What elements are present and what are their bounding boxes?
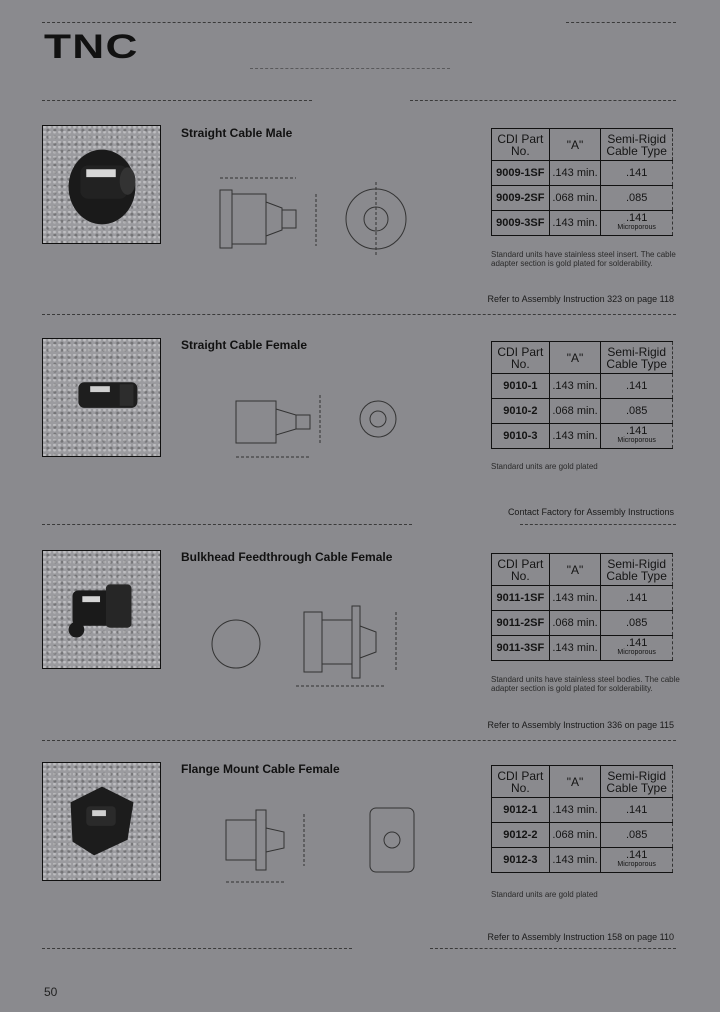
page-number: 50 (44, 985, 58, 999)
header-cable-type: Semi-Rigid Cable Type (601, 129, 673, 161)
header-part-number: CDI Part No. (492, 554, 550, 586)
a-dimension: .143 min. (549, 636, 601, 661)
section-title: Flange Mount Cable Female (181, 762, 340, 776)
cable-size: .085 (625, 617, 648, 629)
cable-size: .141 (625, 804, 648, 816)
section-divider (42, 314, 676, 315)
a-dimension: .068 min. (549, 611, 601, 636)
part-number: 9011-3SF (492, 636, 550, 661)
cable-size: .085 (625, 829, 648, 841)
a-dimension: .143 min. (549, 161, 601, 186)
spec-table (491, 765, 673, 873)
section-note: Standard units have stainless steel insert. The cable adapter section is gold plated for solderability. (491, 250, 676, 268)
part-number: 9010-2 (492, 399, 550, 424)
part-number: 9010-3 (492, 424, 550, 449)
cable-type (601, 823, 673, 848)
table-row (492, 374, 673, 399)
section-note: Standard units have stainless steel bodies. The cable adapter section is gold plated for solderability. (491, 675, 680, 693)
part-number: 9012-1 (492, 798, 550, 823)
header-a-dimension: "A" (549, 766, 601, 798)
section-title: Straight Cable Male (181, 126, 293, 140)
header-a-dimension: "A" (549, 554, 601, 586)
cable-type (601, 798, 673, 823)
table-row (492, 798, 673, 823)
cable-size: .141 (625, 167, 648, 179)
part-number: 9012-2 (492, 823, 550, 848)
dimension-drawing (196, 385, 426, 475)
cable-subtype: Microporous (617, 861, 656, 868)
part-number: 9012-3 (492, 848, 550, 873)
part-number: 9009-2SF (492, 186, 550, 211)
cable-subtype: Microporous (617, 437, 656, 444)
table-row (492, 424, 673, 449)
cable-type (601, 374, 673, 399)
product-photo (42, 338, 161, 457)
part-number: 9009-3SF (492, 211, 550, 236)
cable-type (601, 399, 673, 424)
table-row (492, 161, 673, 186)
table-row (492, 636, 673, 661)
footer-rule-right (430, 948, 676, 949)
header-rule-top (42, 22, 472, 23)
spec-table (491, 553, 673, 661)
product-photo (42, 125, 161, 244)
section-divider (42, 524, 412, 525)
header-cable-type: Semi-Rigid Cable Type (601, 342, 673, 374)
cable-type (601, 586, 673, 611)
section-title: Bulkhead Feedthrough Cable Female (181, 550, 393, 564)
section-note: Standard units are gold plated (491, 890, 598, 899)
table-row (492, 586, 673, 611)
header-part-number: CDI Part No. (492, 129, 550, 161)
cable-size: .141 (625, 637, 648, 649)
table-row (492, 186, 673, 211)
cable-size: .085 (625, 405, 648, 417)
header-a-dimension: "A" (549, 129, 601, 161)
assembly-reference: Refer to Assembly Instruction 336 on page 115 (487, 720, 674, 730)
cable-size: .141 (625, 849, 648, 861)
product-photo (42, 550, 161, 669)
table-row (492, 211, 673, 236)
table-row (492, 611, 673, 636)
a-dimension: .143 min. (549, 848, 601, 873)
cable-type (601, 611, 673, 636)
page-title: TNC (44, 28, 139, 66)
a-dimension: .143 min. (549, 211, 601, 236)
a-dimension: .143 min. (549, 374, 601, 399)
cable-size: .141 (625, 592, 648, 604)
table-row (492, 399, 673, 424)
dimension-drawing (196, 172, 426, 268)
cable-subtype: Microporous (617, 649, 656, 656)
section-title: Straight Cable Female (181, 338, 308, 352)
part-number: 9009-1SF (492, 161, 550, 186)
cable-subtype: Microporous (617, 224, 656, 231)
header-rule-right (410, 100, 676, 101)
header-cable-type: Semi-Rigid Cable Type (601, 766, 673, 798)
table-row (492, 823, 673, 848)
a-dimension: .143 min. (549, 798, 601, 823)
dimension-drawing (196, 800, 426, 900)
part-number: 9011-1SF (492, 586, 550, 611)
header-rule-top-right (566, 22, 676, 23)
part-number: 9010-1 (492, 374, 550, 399)
assembly-reference: Refer to Assembly Instruction 323 on page 118 (487, 294, 674, 304)
cable-type (601, 186, 673, 211)
footer-rule (42, 948, 352, 949)
header-rule-left (42, 100, 312, 101)
a-dimension: .143 min. (549, 586, 601, 611)
a-dimension: .068 min. (549, 186, 601, 211)
section-divider (42, 740, 676, 741)
header-part-number: CDI Part No. (492, 766, 550, 798)
cable-type (601, 848, 673, 873)
cable-size: .141 (625, 212, 648, 224)
assembly-reference: Refer to Assembly Instruction 158 on page 110 (487, 932, 674, 942)
section-divider-right (520, 524, 676, 525)
cable-size: .141 (625, 380, 648, 392)
spec-table (491, 341, 673, 449)
section-note: Standard units are gold plated (491, 462, 598, 471)
cable-size: .085 (625, 192, 648, 204)
cable-type (601, 161, 673, 186)
cable-type (601, 211, 673, 236)
dimension-drawing (196, 586, 426, 702)
product-photo (42, 762, 161, 881)
part-number: 9011-2SF (492, 611, 550, 636)
cable-type (601, 424, 673, 449)
header-cable-type: Semi-Rigid Cable Type (601, 554, 673, 586)
a-dimension: .143 min. (549, 424, 601, 449)
cable-size: .141 (625, 425, 648, 437)
assembly-reference: Contact Factory for Assembly Instructions (507, 507, 674, 517)
a-dimension: .068 min. (549, 823, 601, 848)
header-a-dimension: "A" (549, 342, 601, 374)
header-rule-mid (250, 68, 450, 69)
cable-type (601, 636, 673, 661)
spec-table (491, 128, 673, 236)
table-row (492, 848, 673, 873)
header-part-number: CDI Part No. (492, 342, 550, 374)
a-dimension: .068 min. (549, 399, 601, 424)
